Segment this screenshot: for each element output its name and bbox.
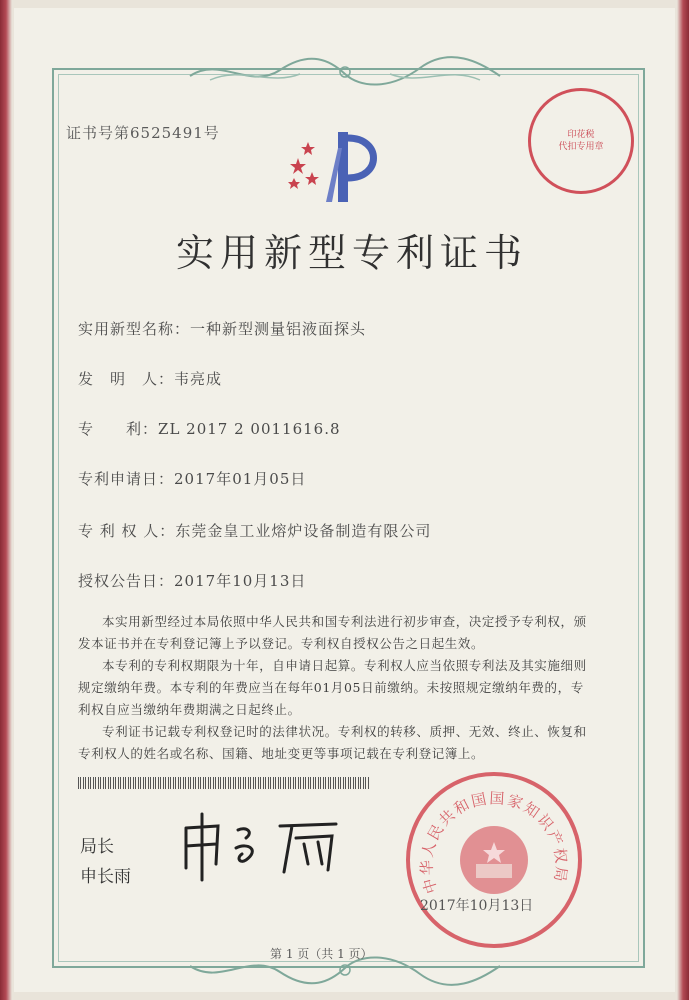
director-name: 申长雨 (80, 867, 131, 887)
field-label: 授权公告日： (78, 572, 175, 590)
body-line: 利权自应当缴纳年费期满之日起终止。 (78, 702, 301, 717)
patent-office-logo-icon (286, 128, 390, 204)
seal-ring (410, 776, 578, 944)
body-line: 专利证书记载专利权登记时的法律状况。专利权的转移、质押、无效、终止、恢复和 (102, 724, 587, 739)
field-patent-number (78, 418, 341, 439)
field-value: 东莞金皇工业熔炉设备制造有限公司 (175, 522, 432, 540)
field-grant-date (78, 570, 306, 591)
body-line: 本实用新型经过本局依照中华人民共和国专利法进行初步审查，决定授予专利权，颁 (102, 614, 587, 629)
field-value: ZL 2017 2 0011616.8 (158, 420, 341, 438)
field-application-date (78, 468, 306, 489)
ornament-top-icon (180, 56, 510, 90)
field-value: 2017年01月05日 (174, 470, 307, 488)
field-inventor (78, 368, 222, 389)
field-value: 一种新型测量铝液面探头 (190, 320, 367, 338)
tax-stamp-text: 印花税 代扣专用章 (558, 130, 604, 152)
body-line: 规定缴纳年费。本专利的年费应当在每年01月05日前缴纳。未按照规定缴纳年费的，专 (78, 680, 584, 695)
issue-date: 2017年10月13日 (420, 898, 534, 914)
tax-stamp (528, 88, 634, 194)
body-line: 本专利的专利权期限为十年，自申请日起算。专利权人应当依照专利法及其实施细则 (102, 658, 587, 673)
signature-icon (176, 808, 348, 882)
field-patentee (78, 520, 431, 541)
field-label: 专 利： (78, 420, 159, 438)
certificate-number: 证书号第6525491号 (66, 124, 220, 142)
body-line: 专利权人的姓名或名称、国籍、地址变更等事项记载在专利登记簿上。 (78, 746, 485, 761)
body-line: 发本证书并在专利登记簿上予以登记。专利权自授权公告之日起生效。 (78, 636, 485, 651)
page-title: 实用新型专利证书 (176, 231, 529, 275)
field-label: 专 利 权 人： (78, 522, 176, 540)
field-name (78, 318, 366, 339)
field-label: 实用新型名称： (78, 320, 191, 338)
page-number: 第 1 页（共 1 页） (270, 947, 373, 961)
barcode (78, 777, 370, 789)
svg-text:中华人民共和国国家知识产权局 (418, 789, 571, 895)
field-value: 2017年10月13日 (174, 572, 307, 590)
field-label: 专利申请日： (78, 470, 175, 488)
field-value: 韦亮成 (174, 370, 223, 388)
field-label: 发 明 人： (78, 370, 175, 388)
office-seal (406, 772, 582, 948)
director-title: 局长 (80, 837, 114, 857)
seal-ring-text: 中华人民共和国国家知识产权局 (417, 789, 571, 896)
